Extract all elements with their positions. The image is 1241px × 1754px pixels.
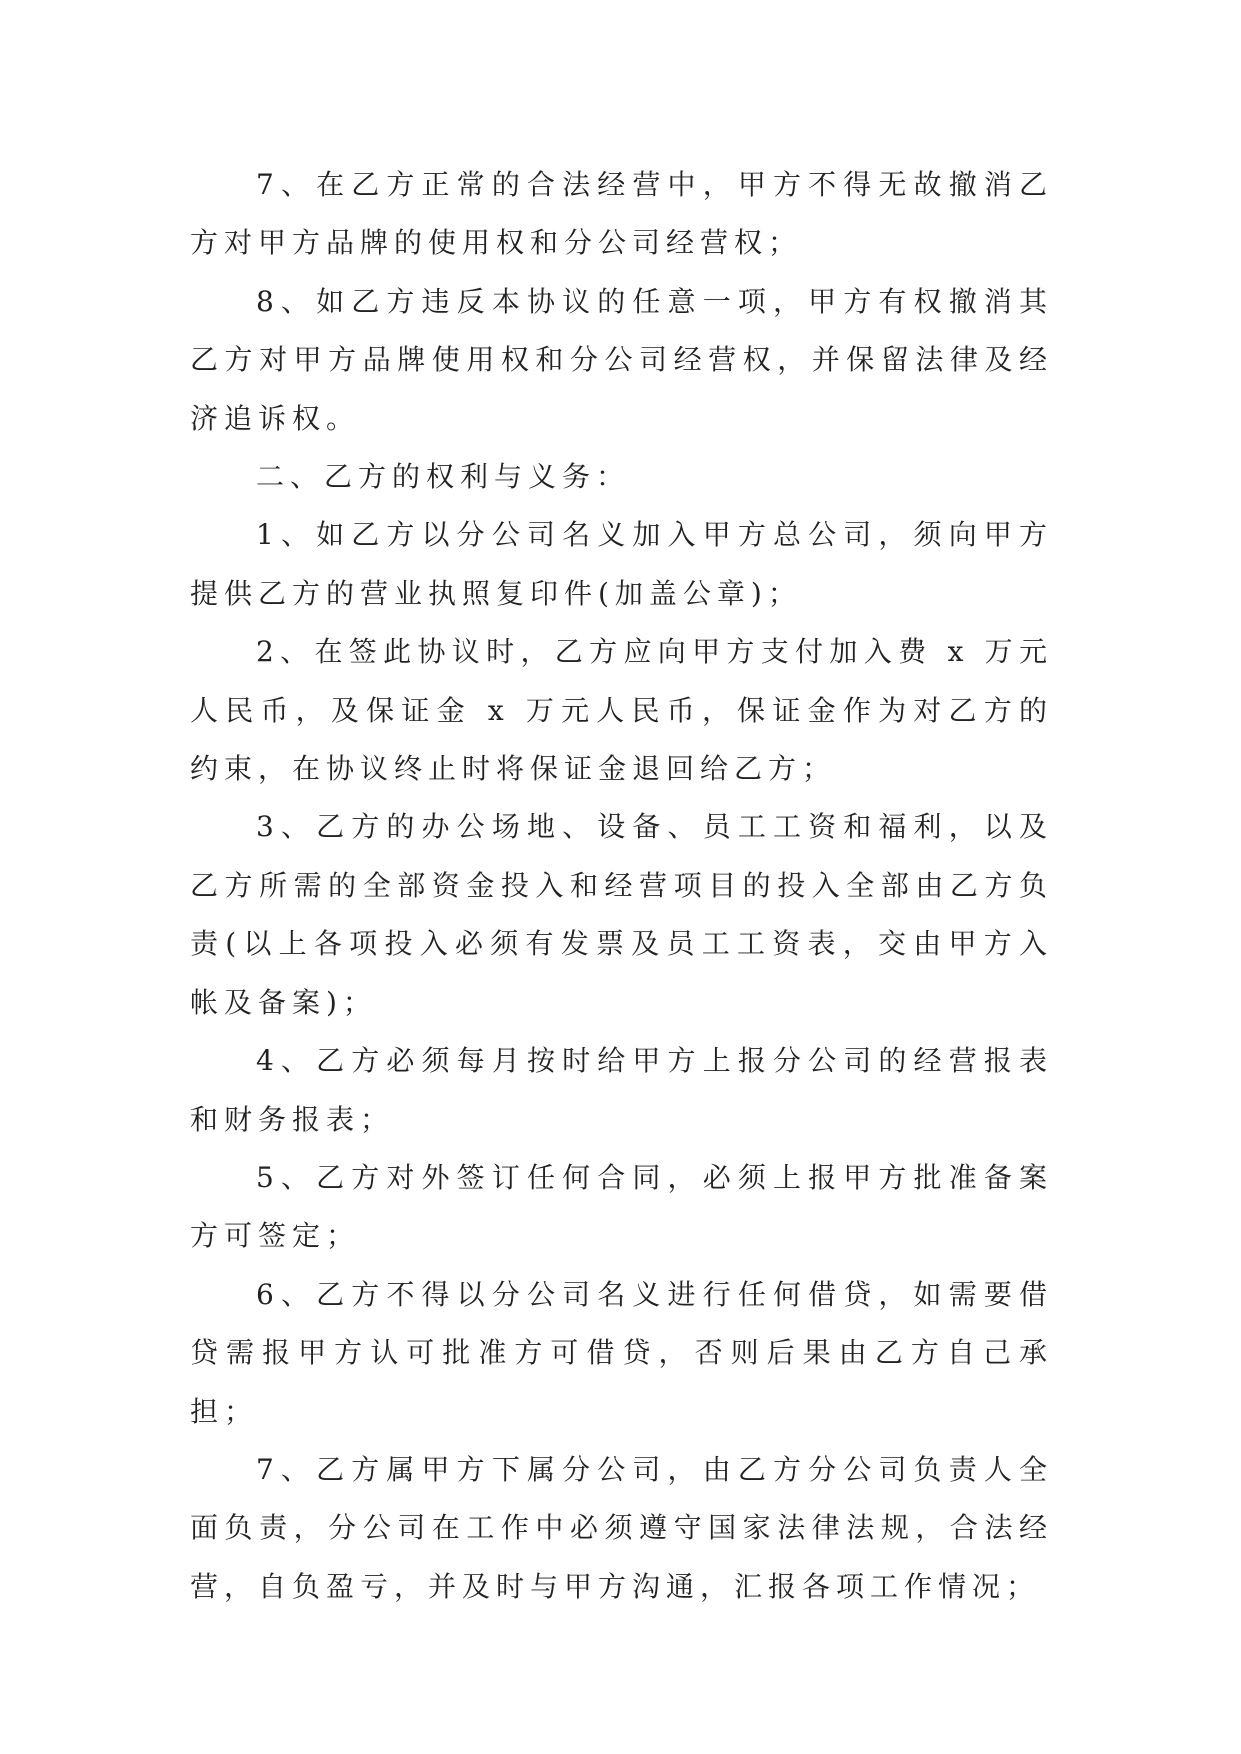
clause-paragraph: 5、乙方对外签订任何合同，必须上报甲方批准备案方可签定； (190, 1160, 1053, 1253)
clause-paragraph: 7、在乙方正常的合法经营中，甲方不得无故撤消乙方对甲方品牌的使用权和分公司经营权； (190, 168, 1053, 260)
clause-paragraph: 3、乙方的办公场地、设备、员工工资和福利，以及乙方所需的全部资金投入和经营项目的投入全部由乙方负责(以上各项投入必须有发票及员工工资表，交由甲方入帐及备案)； (190, 810, 1053, 1019)
document-body (190, 156, 1053, 1616)
clause-paragraph: 6、乙方不得以分公司名义进行任何借贷，如需要借贷需报甲方认可批准方可借贷，否则后果由乙方自己承担； (190, 1277, 1053, 1428)
clause-paragraph: 2、在签此协议时，乙方应向甲方支付加入费 x 万元人民币，及保证金 x 万元人民币，保证金作为对乙方的约束，在协议终止时将保证金退回给乙方； (190, 635, 1053, 786)
section-heading: 二、乙方的权利与义务： (256, 460, 631, 494)
clause-paragraph: 7、乙方属甲方下属分公司，由乙方分公司负责人全面负责，分公司在工作中必须遵守国家法律法规，合法经营，自负盈亏，并及时与甲方沟通，汇报各项工作情况； (190, 1452, 1053, 1603)
clause-paragraph: 8、如乙方违反本协议的任意一项，甲方有权撤消其乙方对甲方品牌使用权和分公司经营权，并保留法律及经济追诉权。 (190, 284, 1053, 435)
clause-paragraph: 4、乙方必须每月按时给甲方上报分公司的经营报表和财务报表； (190, 1044, 1053, 1136)
clause-paragraph: 1、如乙方以分公司名义加入甲方总公司，须向甲方提供乙方的营业执照复印件(加盖公章)； (190, 518, 1053, 610)
